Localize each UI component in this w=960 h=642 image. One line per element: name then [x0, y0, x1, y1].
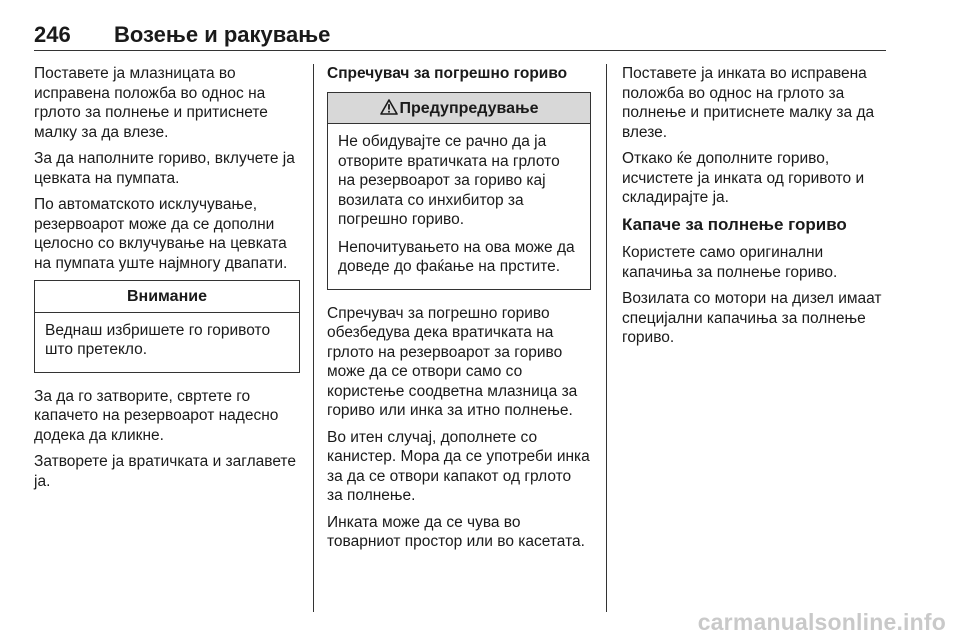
paragraph: Во итен случај, дополнете со канистер. Мора да се употреби инка за да се отвори капакот од грлото за полнење.: [327, 428, 590, 504]
page-header: [34, 22, 886, 50]
warning-text: Не обидувајте се рачно да ја отворите вратичката на грлото на резервоарот за гориво кај возилата со инхибитор за погрешно гориво.: [338, 133, 560, 228]
warning-title: Предупредување: [399, 99, 539, 117]
column-2: [327, 64, 591, 559]
caution-text: Веднаш избришете го горивото што претекло.: [45, 321, 271, 358]
caution-title: Внимание: [35, 281, 299, 313]
paragraph: Користете само оригинални капачиња за полнење гориво.: [622, 244, 838, 281]
header-divider: [34, 50, 886, 51]
paragraph: Затворете ја вратичката и заглавете ја.: [34, 453, 296, 490]
page-number: 246: [34, 22, 71, 47]
warning-header: [328, 93, 590, 125]
column-1: [34, 64, 300, 498]
warning-triangle-icon: [380, 99, 398, 115]
paragraph: За да го затворите, свртете го капачето на резервоарот надесно додека да кликне.: [34, 387, 279, 444]
warning-text: Непочитувањето на ова може да доведе до фаќање на прстите.: [338, 238, 575, 275]
watermark: carmanualsonline.info: [697, 609, 946, 635]
caution-box: [34, 280, 300, 373]
column-divider-1: [313, 64, 314, 612]
paragraph: Поставете ја млазницата во исправена положба во однос на грлото за полнење и притиснете малку за да влезе.: [34, 65, 268, 141]
warning-box: [327, 92, 591, 290]
paragraph: Откако ќе дополните гориво, исчистете ја инката од горивото и складирајте ја.: [622, 150, 865, 206]
paragraph: Поставете ја инката во исправена положба во однос на грлото за полнење и притиснете малку за да влезе.: [622, 65, 875, 141]
paragraph: За да наполните гориво, вклучете ја цевката на пумпата.: [34, 150, 295, 187]
column-3: [622, 64, 892, 355]
paragraph: Возилата со мотори на дизел имаат специјални капачиња за полнење гориво.: [622, 290, 882, 346]
section-heading: Капаче за полнење гориво: [622, 214, 847, 234]
chapter-title: Возење и ракување: [114, 22, 331, 47]
paragraph: Инката може да се чува во товарниот простор или во касетата.: [327, 513, 585, 550]
paragraph: По автоматското исклучување, резервоарот може да се дополни целосно со вклучување на цевката на пумпата уште најмногу двапати.: [34, 196, 288, 272]
paragraph: Спречувач за погрешно гориво обезбедува дека вратичката на грлото на резервоарот за гориво може да се отвори само со користење соодветна млазница за гориво или инка за итно полнење.: [327, 304, 578, 419]
section-heading: Спречувач за погрешно гориво: [327, 65, 568, 82]
column-divider-2: [606, 64, 607, 612]
